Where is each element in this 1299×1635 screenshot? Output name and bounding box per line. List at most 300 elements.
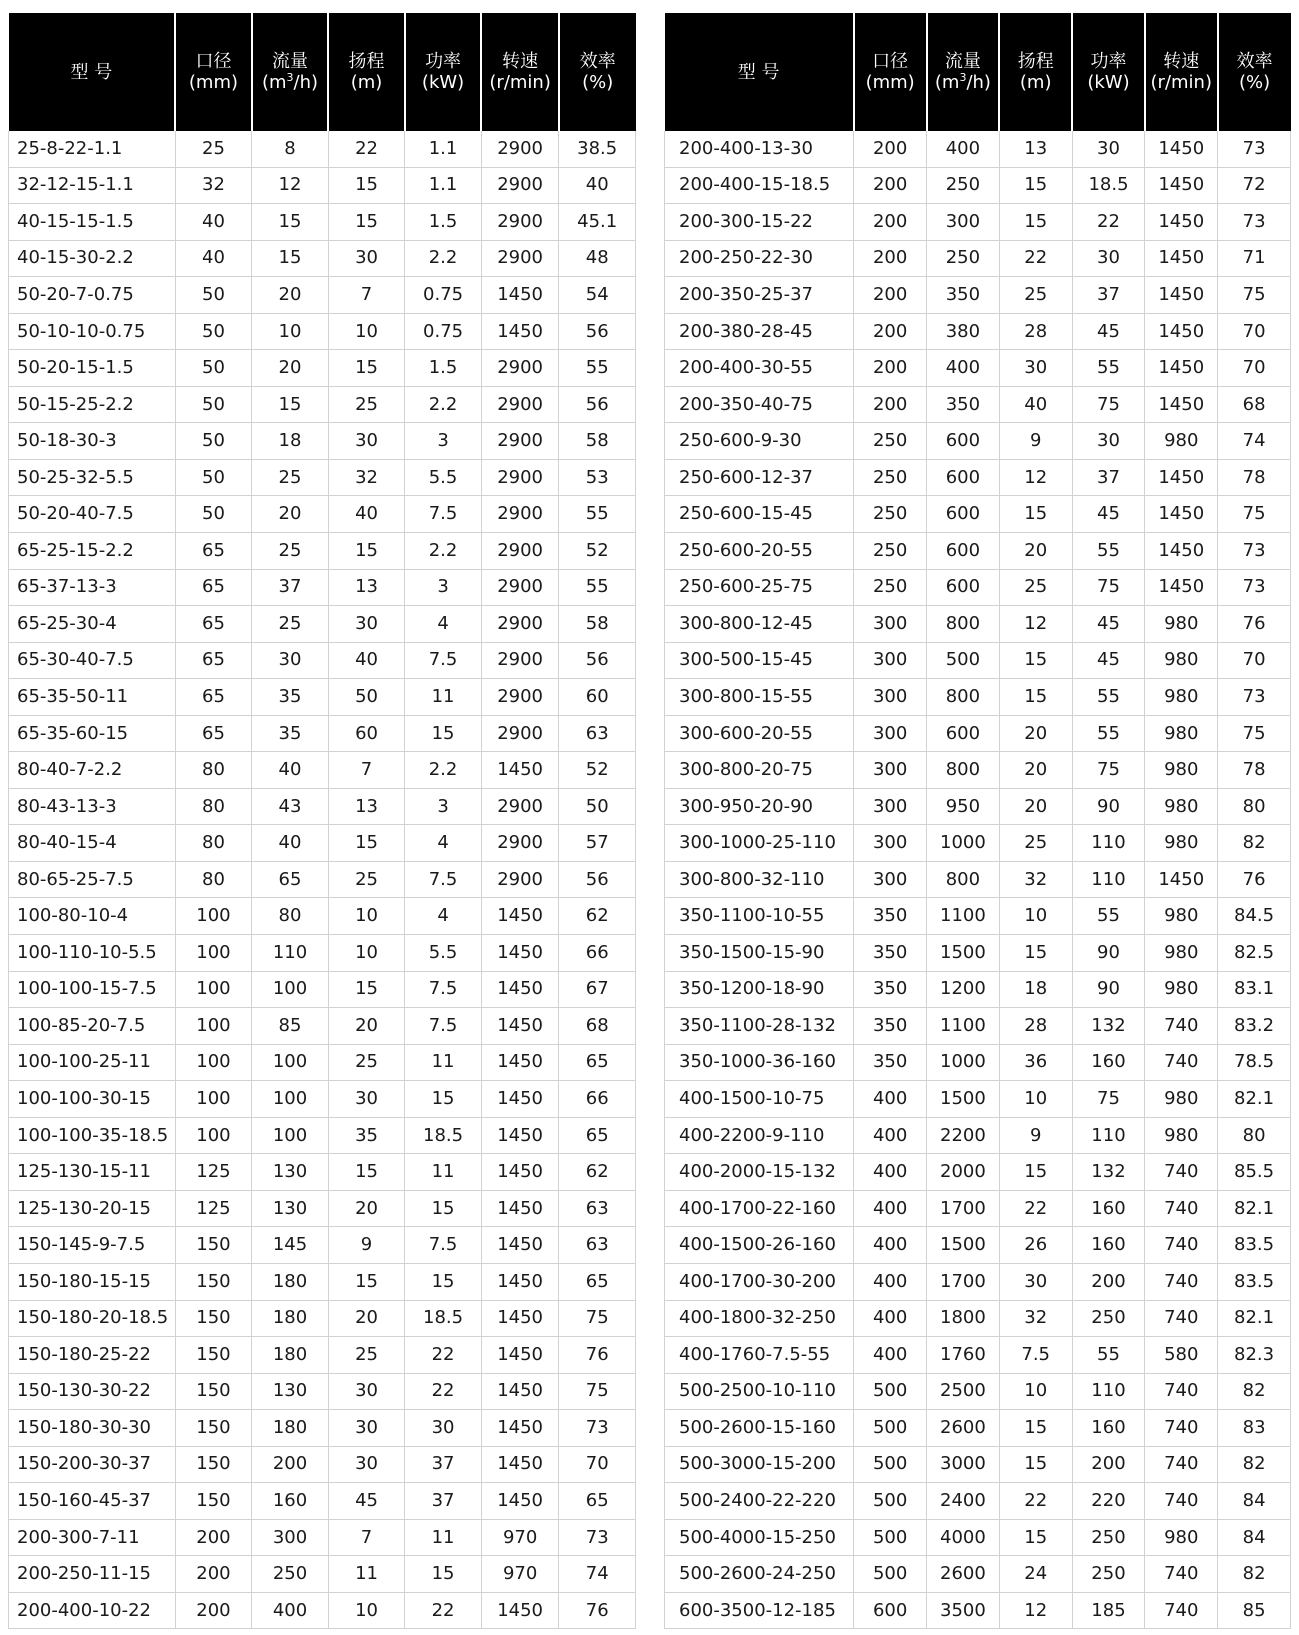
cell-speed: 1450 — [481, 1373, 559, 1410]
cell-head: 25 — [328, 1337, 405, 1374]
cell-model: 200-350-40-75 — [665, 386, 854, 423]
cell-model: 65-30-40-7.5 — [9, 642, 176, 679]
cell-model: 150-180-20-18.5 — [9, 1300, 176, 1337]
cell-speed: 740 — [1145, 1263, 1218, 1300]
cell-power: 30 — [405, 1410, 482, 1447]
cell-model: 400-1700-22-160 — [665, 1190, 854, 1227]
cell-efficiency: 83 — [1218, 1410, 1291, 1447]
cell-head: 12 — [999, 459, 1072, 496]
table-row — [665, 1592, 1291, 1629]
cell-model: 300-800-20-75 — [665, 752, 854, 789]
table-row — [665, 788, 1291, 825]
cell-power: 200 — [1072, 1446, 1145, 1483]
cell-model: 100-100-25-11 — [9, 1044, 176, 1081]
cell-power: 250 — [1072, 1300, 1145, 1337]
cell-power: 5.5 — [405, 935, 482, 972]
cell-efficiency: 84.5 — [1218, 898, 1291, 935]
cell-flow: 80 — [252, 898, 329, 935]
table-row — [665, 167, 1291, 204]
cell-head: 32 — [999, 861, 1072, 898]
cell-head: 10 — [999, 1081, 1072, 1118]
cell-caliber: 100 — [175, 1008, 252, 1045]
cell-power: 15 — [405, 1556, 482, 1593]
cell-efficiency: 78.5 — [1218, 1044, 1291, 1081]
cell-flow: 1700 — [927, 1263, 1000, 1300]
cell-head: 32 — [999, 1300, 1072, 1337]
cell-caliber: 100 — [175, 1117, 252, 1154]
cell-caliber: 100 — [175, 935, 252, 972]
cell-efficiency: 75 — [1218, 277, 1291, 314]
cell-head: 25 — [999, 277, 1072, 314]
table-row — [9, 1008, 636, 1045]
cell-efficiency: 83.1 — [1218, 971, 1291, 1008]
cell-power: 7.5 — [405, 496, 482, 533]
cell-model: 80-40-7-2.2 — [9, 752, 176, 789]
cell-head: 30 — [328, 423, 405, 460]
cell-head: 32 — [328, 459, 405, 496]
cell-model: 50-18-30-3 — [9, 423, 176, 460]
cell-efficiency: 78 — [1218, 752, 1291, 789]
cell-efficiency: 82.1 — [1218, 1081, 1291, 1118]
cell-model: 50-20-15-1.5 — [9, 350, 176, 387]
cell-head: 20 — [328, 1300, 405, 1337]
cell-flow: 12 — [252, 167, 329, 204]
table-row — [9, 1300, 636, 1337]
cell-speed: 2900 — [481, 861, 559, 898]
cell-caliber: 50 — [175, 277, 252, 314]
table-row — [665, 1008, 1291, 1045]
cell-efficiency: 56 — [559, 861, 636, 898]
cell-flow: 43 — [252, 788, 329, 825]
cell-head: 22 — [999, 1483, 1072, 1520]
cell-head: 40 — [328, 496, 405, 533]
cell-power: 110 — [1072, 825, 1145, 862]
cell-head: 35 — [328, 1117, 405, 1154]
cell-speed: 2900 — [481, 715, 559, 752]
cell-power: 11 — [405, 1044, 482, 1081]
cell-efficiency: 52 — [559, 752, 636, 789]
cell-power: 1.5 — [405, 350, 482, 387]
cell-efficiency: 75 — [1218, 496, 1291, 533]
cell-caliber: 80 — [175, 788, 252, 825]
cell-caliber: 300 — [854, 861, 927, 898]
cell-caliber: 300 — [854, 715, 927, 752]
cell-flow: 600 — [927, 715, 1000, 752]
cell-speed: 1450 — [1145, 131, 1218, 167]
cell-caliber: 65 — [175, 606, 252, 643]
cell-model: 300-500-15-45 — [665, 642, 854, 679]
cell-flow: 400 — [927, 131, 1000, 167]
cell-flow: 3500 — [927, 1592, 1000, 1629]
cell-efficiency: 71 — [1218, 240, 1291, 277]
cell-power: 110 — [1072, 861, 1145, 898]
cell-head: 30 — [328, 1446, 405, 1483]
cell-caliber: 50 — [175, 350, 252, 387]
cell-speed: 1450 — [1145, 459, 1218, 496]
cell-speed: 980 — [1145, 971, 1218, 1008]
table-row — [9, 935, 636, 972]
cell-caliber: 100 — [175, 898, 252, 935]
cell-power: 55 — [1072, 679, 1145, 716]
cell-model: 300-800-15-55 — [665, 679, 854, 716]
cell-model: 150-180-30-30 — [9, 1410, 176, 1447]
cell-head: 15 — [328, 204, 405, 241]
table-row — [9, 825, 636, 862]
cell-speed: 980 — [1145, 935, 1218, 972]
cell-head: 30 — [328, 1373, 405, 1410]
cell-flow: 1800 — [927, 1300, 1000, 1337]
cell-model: 125-130-15-11 — [9, 1154, 176, 1191]
cell-power: 37 — [405, 1446, 482, 1483]
cell-head: 50 — [328, 679, 405, 716]
cell-head: 24 — [999, 1556, 1072, 1593]
cell-power: 55 — [1072, 715, 1145, 752]
cell-flow: 20 — [252, 277, 329, 314]
cell-head: 15 — [999, 1446, 1072, 1483]
cell-head: 26 — [999, 1227, 1072, 1264]
header-model: 型 号 — [9, 13, 176, 131]
cell-speed: 740 — [1145, 1446, 1218, 1483]
cell-efficiency: 74 — [559, 1556, 636, 1593]
table-row — [665, 277, 1291, 314]
cell-model: 400-2000-15-132 — [665, 1154, 854, 1191]
cell-flow: 2500 — [927, 1373, 1000, 1410]
cell-flow: 800 — [927, 861, 1000, 898]
cell-head: 10 — [999, 1373, 1072, 1410]
header-efficiency: 效率 (%) — [1218, 13, 1291, 131]
cell-model: 65-35-50-11 — [9, 679, 176, 716]
header-row — [665, 13, 1291, 131]
cell-model: 50-20-40-7.5 — [9, 496, 176, 533]
cell-caliber: 150 — [175, 1227, 252, 1264]
table-row — [9, 1154, 636, 1191]
cell-flow: 15 — [252, 204, 329, 241]
table-row — [665, 1337, 1291, 1374]
cell-flow: 1000 — [927, 1044, 1000, 1081]
cell-caliber: 125 — [175, 1154, 252, 1191]
cell-speed: 740 — [1145, 1410, 1218, 1447]
cell-head: 15 — [328, 971, 405, 1008]
cell-head: 20 — [328, 1008, 405, 1045]
cell-caliber: 400 — [854, 1190, 927, 1227]
cell-efficiency: 53 — [559, 459, 636, 496]
cell-head: 25 — [328, 1044, 405, 1081]
cell-efficiency: 76 — [559, 1592, 636, 1629]
cell-caliber: 150 — [175, 1263, 252, 1300]
header-speed: 转速 (r/min) — [481, 13, 559, 131]
cell-power: 90 — [1072, 935, 1145, 972]
cell-power: 1.1 — [405, 167, 482, 204]
cell-power: 1.1 — [405, 131, 482, 167]
cell-head: 15 — [328, 825, 405, 862]
table-row — [9, 386, 636, 423]
cell-speed: 2900 — [481, 204, 559, 241]
cell-flow: 600 — [927, 459, 1000, 496]
cell-head: 60 — [328, 715, 405, 752]
table-row — [665, 496, 1291, 533]
cell-efficiency: 70 — [1218, 642, 1291, 679]
table-row — [665, 313, 1291, 350]
cell-head: 13 — [328, 788, 405, 825]
cell-head: 11 — [328, 1556, 405, 1593]
cell-model: 100-100-35-18.5 — [9, 1117, 176, 1154]
cell-speed: 970 — [481, 1556, 559, 1593]
table-row — [665, 1044, 1291, 1081]
cell-caliber: 600 — [854, 1592, 927, 1629]
cell-efficiency: 56 — [559, 386, 636, 423]
cell-flow: 1760 — [927, 1337, 1000, 1374]
cell-flow: 10 — [252, 313, 329, 350]
cell-efficiency: 56 — [559, 642, 636, 679]
table-row — [665, 533, 1291, 570]
cell-flow: 800 — [927, 606, 1000, 643]
cell-speed: 2900 — [481, 131, 559, 167]
cell-power: 132 — [1072, 1154, 1145, 1191]
cell-caliber: 300 — [854, 788, 927, 825]
cell-flow: 400 — [252, 1592, 329, 1629]
cell-speed: 1450 — [1145, 167, 1218, 204]
cell-caliber: 65 — [175, 569, 252, 606]
table-row — [665, 606, 1291, 643]
table-row — [9, 752, 636, 789]
table-row — [9, 533, 636, 570]
cell-caliber: 150 — [175, 1300, 252, 1337]
cell-flow: 145 — [252, 1227, 329, 1264]
cell-caliber: 50 — [175, 459, 252, 496]
cell-caliber: 500 — [854, 1446, 927, 1483]
table-row — [9, 1044, 636, 1081]
cell-model: 600-3500-12-185 — [665, 1592, 854, 1629]
cell-speed: 1450 — [481, 971, 559, 1008]
cell-power: 15 — [405, 1190, 482, 1227]
cell-model: 350-1500-15-90 — [665, 935, 854, 972]
cell-speed: 2900 — [481, 642, 559, 679]
cell-model: 150-180-25-22 — [9, 1337, 176, 1374]
cell-power: 250 — [1072, 1519, 1145, 1556]
cell-speed: 740 — [1145, 1592, 1218, 1629]
cell-speed: 1450 — [481, 1227, 559, 1264]
cell-speed: 1450 — [481, 935, 559, 972]
cell-caliber: 400 — [854, 1337, 927, 1374]
cell-model: 100-80-10-4 — [9, 898, 176, 935]
cell-power: 90 — [1072, 971, 1145, 1008]
table-row — [9, 1117, 636, 1154]
cell-efficiency: 84 — [1218, 1519, 1291, 1556]
cell-model: 300-800-32-110 — [665, 861, 854, 898]
cell-model: 350-1100-10-55 — [665, 898, 854, 935]
cell-head: 30 — [328, 606, 405, 643]
table-row — [665, 1446, 1291, 1483]
cell-model: 150-200-30-37 — [9, 1446, 176, 1483]
cell-efficiency: 85 — [1218, 1592, 1291, 1629]
cell-model: 200-400-30-55 — [665, 350, 854, 387]
cell-speed: 1450 — [481, 1154, 559, 1191]
cell-head: 13 — [999, 131, 1072, 167]
cell-flow: 1100 — [927, 1008, 1000, 1045]
cell-speed: 1450 — [481, 898, 559, 935]
cell-flow: 25 — [252, 459, 329, 496]
cell-head: 20 — [999, 788, 1072, 825]
cell-flow: 300 — [927, 204, 1000, 241]
table-row — [9, 1337, 636, 1374]
cell-caliber: 200 — [175, 1519, 252, 1556]
cell-flow: 130 — [252, 1154, 329, 1191]
cell-model: 500-2600-24-250 — [665, 1556, 854, 1593]
cell-caliber: 500 — [854, 1373, 927, 1410]
cell-model: 200-250-11-15 — [9, 1556, 176, 1593]
cell-caliber: 300 — [854, 825, 927, 862]
cell-speed: 980 — [1145, 606, 1218, 643]
cell-caliber: 300 — [854, 752, 927, 789]
cell-power: 22 — [1072, 204, 1145, 241]
cell-speed: 980 — [1145, 715, 1218, 752]
table-row — [9, 788, 636, 825]
cell-caliber: 250 — [854, 533, 927, 570]
cell-caliber: 125 — [175, 1190, 252, 1227]
cell-flow: 2600 — [927, 1410, 1000, 1447]
cell-head: 15 — [328, 1263, 405, 1300]
table-row — [665, 861, 1291, 898]
table-row — [665, 423, 1291, 460]
cell-efficiency: 58 — [559, 606, 636, 643]
cell-power: 3 — [405, 788, 482, 825]
table-row — [9, 1592, 636, 1629]
table-row — [665, 1117, 1291, 1154]
cell-flow: 300 — [252, 1519, 329, 1556]
cell-model: 100-110-10-5.5 — [9, 935, 176, 972]
cell-caliber: 65 — [175, 679, 252, 716]
cell-speed: 1450 — [481, 1483, 559, 1520]
cell-caliber: 80 — [175, 861, 252, 898]
cell-efficiency: 76 — [559, 1337, 636, 1374]
table-row — [9, 131, 636, 167]
cell-model: 350-1000-36-160 — [665, 1044, 854, 1081]
cell-power: 30 — [1072, 131, 1145, 167]
table-row — [9, 1190, 636, 1227]
cell-power: 3 — [405, 423, 482, 460]
cell-speed: 2900 — [481, 533, 559, 570]
cell-model: 400-1800-32-250 — [665, 1300, 854, 1337]
cell-flow: 40 — [252, 752, 329, 789]
cell-caliber: 400 — [854, 1117, 927, 1154]
table-row — [9, 606, 636, 643]
cell-efficiency: 82.1 — [1218, 1190, 1291, 1227]
cell-speed: 970 — [481, 1519, 559, 1556]
cell-speed: 980 — [1145, 1081, 1218, 1118]
cell-efficiency: 73 — [559, 1410, 636, 1447]
cell-head: 7 — [328, 277, 405, 314]
table-row — [9, 350, 636, 387]
cell-power: 4 — [405, 606, 482, 643]
cell-model: 125-130-20-15 — [9, 1190, 176, 1227]
cell-speed: 980 — [1145, 825, 1218, 862]
cell-efficiency: 55 — [559, 496, 636, 533]
cell-power: 4 — [405, 825, 482, 862]
cell-caliber: 40 — [175, 204, 252, 241]
cell-model: 50-10-10-0.75 — [9, 313, 176, 350]
cell-caliber: 150 — [175, 1446, 252, 1483]
cell-flow: 100 — [252, 1117, 329, 1154]
cell-model: 500-2600-15-160 — [665, 1410, 854, 1447]
cell-efficiency: 73 — [1218, 569, 1291, 606]
cell-model: 80-40-15-4 — [9, 825, 176, 862]
cell-caliber: 50 — [175, 423, 252, 460]
cell-model: 40-15-15-1.5 — [9, 204, 176, 241]
cell-efficiency: 76 — [1218, 861, 1291, 898]
cell-efficiency: 63 — [559, 1190, 636, 1227]
cell-speed: 1450 — [481, 1410, 559, 1447]
cell-power: 0.75 — [405, 313, 482, 350]
cell-efficiency: 82 — [1218, 825, 1291, 862]
cell-flow: 1500 — [927, 1081, 1000, 1118]
cell-efficiency: 65 — [559, 1044, 636, 1081]
cell-head: 9 — [999, 1117, 1072, 1154]
cell-power: 7.5 — [405, 1008, 482, 1045]
cell-speed: 1450 — [481, 1081, 559, 1118]
cell-speed: 980 — [1145, 423, 1218, 460]
cell-efficiency: 76 — [1218, 606, 1291, 643]
cell-efficiency: 70 — [1218, 350, 1291, 387]
cell-flow: 25 — [252, 606, 329, 643]
table-row — [9, 1519, 636, 1556]
cell-power: 22 — [405, 1592, 482, 1629]
cell-efficiency: 62 — [559, 898, 636, 935]
cell-flow: 4000 — [927, 1519, 1000, 1556]
cell-caliber: 300 — [854, 679, 927, 716]
cell-efficiency: 38.5 — [559, 131, 636, 167]
cell-head: 12 — [999, 606, 1072, 643]
cell-efficiency: 83.5 — [1218, 1227, 1291, 1264]
cell-speed: 1450 — [481, 1263, 559, 1300]
cell-flow: 3000 — [927, 1446, 1000, 1483]
cell-flow: 250 — [927, 167, 1000, 204]
cell-caliber: 80 — [175, 752, 252, 789]
cell-power: 18.5 — [1072, 167, 1145, 204]
table-row — [665, 825, 1291, 862]
cell-model: 25-8-22-1.1 — [9, 131, 176, 167]
cell-caliber: 150 — [175, 1337, 252, 1374]
table-row — [665, 350, 1291, 387]
cell-head: 13 — [328, 569, 405, 606]
cell-efficiency: 73 — [559, 1519, 636, 1556]
header-flow: 流量 $(m^3/h)$ — [252, 13, 329, 131]
cell-speed: 1450 — [1145, 350, 1218, 387]
cell-speed: 1450 — [481, 1117, 559, 1154]
cell-caliber: 200 — [854, 277, 927, 314]
cell-efficiency: 63 — [559, 715, 636, 752]
cell-model: 150-145-9-7.5 — [9, 1227, 176, 1264]
cell-power: 30 — [1072, 240, 1145, 277]
cell-model: 500-2500-10-110 — [665, 1373, 854, 1410]
cell-power: 30 — [1072, 423, 1145, 460]
cell-efficiency: 82.3 — [1218, 1337, 1291, 1374]
table-row — [665, 935, 1291, 972]
cell-efficiency: 82.5 — [1218, 935, 1291, 972]
cell-model: 100-100-30-15 — [9, 1081, 176, 1118]
cell-caliber: 25 — [175, 131, 252, 167]
cell-power: 220 — [1072, 1483, 1145, 1520]
table-row — [665, 1300, 1291, 1337]
cell-head: 25 — [999, 825, 1072, 862]
table-row — [9, 569, 636, 606]
cell-head: 15 — [999, 1154, 1072, 1191]
cell-speed: 980 — [1145, 1519, 1218, 1556]
cell-flow: 30 — [252, 642, 329, 679]
cell-caliber: 50 — [175, 496, 252, 533]
cell-efficiency: 60 — [559, 679, 636, 716]
cell-caliber: 100 — [175, 971, 252, 1008]
cell-model: 200-250-22-30 — [665, 240, 854, 277]
